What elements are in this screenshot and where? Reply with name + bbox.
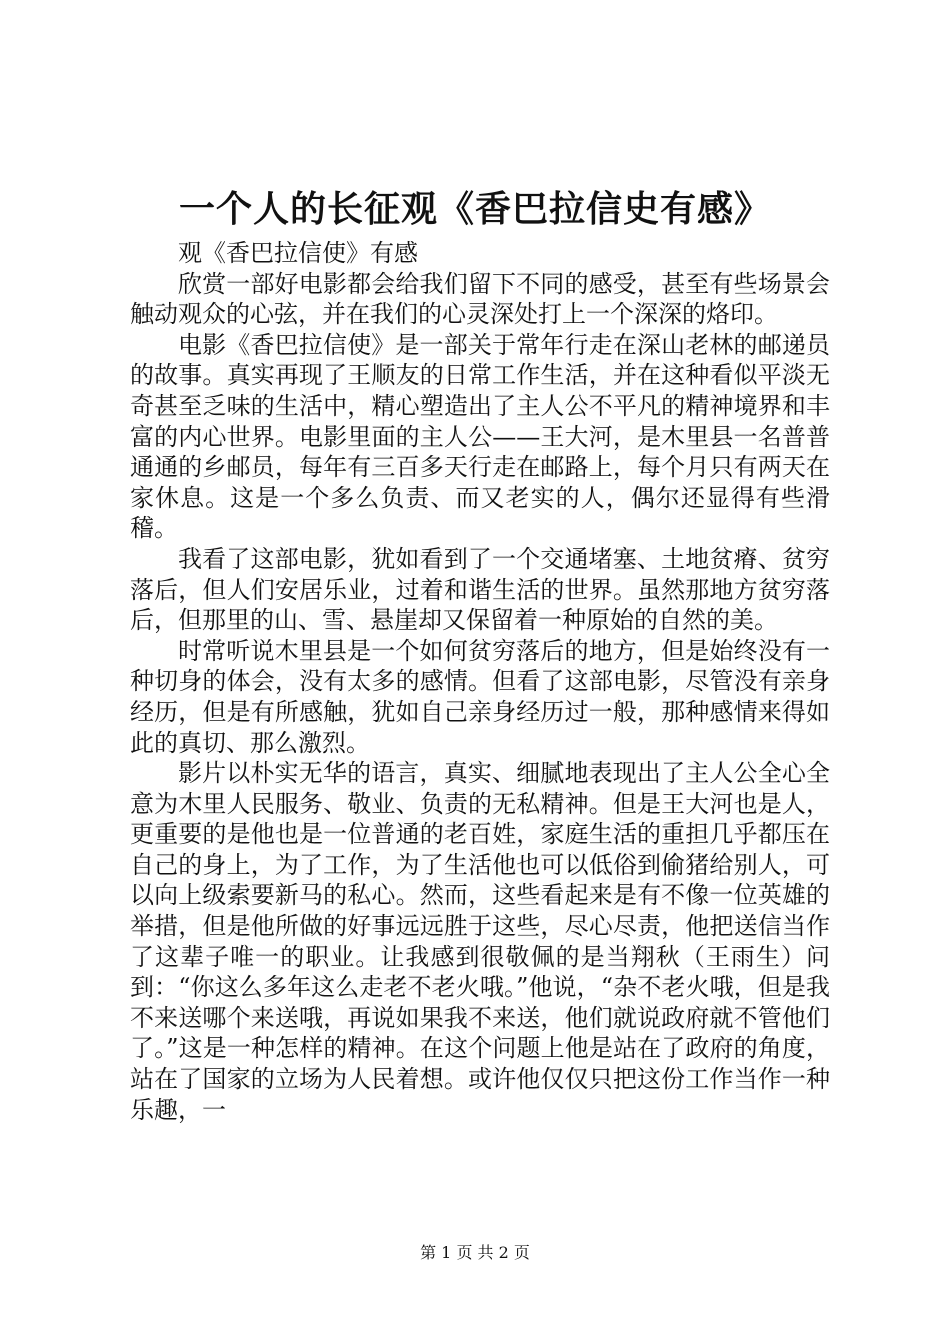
document-title: 一个人的长征观《香巴拉信史有感》 [178,188,771,230]
paragraph: 我看了这部电影，犹如看到了一个交通堵塞、土地贫瘠、贫穷落后，但人们安居乐业，过着和谐生活的世界。虽然那地方贫穷落后，但那里的山、雪、悬崖却又保留着一种原始的自然的美。 [130,544,830,635]
page-number-footer: 第 1 页 共 2 页 [420,1243,530,1262]
paragraph: 欣赏一部好电影都会给我们留下不同的感受，甚至有些场景会触动观众的心弦，并在我们的心灵深处打上一个深深的烙印。 [130,269,830,329]
paragraph: 影片以朴实无华的语言，真实、细腻地表现出了主人公全心全意为木里人民服务、敬业、负责的无私精神。但是王大河也是人，更重要的是他也是一位普通的老百姓，家庭生活的重担几乎都压在自己的身上，为了工作，为了生活他也可以低俗到偷猪给别人，可以向上级索要新马的私心。然而，这些看起来是有不像一位英雄的举措，但是他所做的好事远远胜于这些，尽心尽责，他把送信当作了这辈子唯一的职业。让我感到很敬佩的是当翔秋（王雨生）问到：“你这么多年这么走老不老火哦。”他说，“杂不老火哦，但是我不来送哪个来送哦，再说如果我不来送，他们就说政府就不管他们了。”这是一种怎样的精神。在这个问题上他是站在了政府的角度，站在了国家的立场为人民着想。或许他仅仅只把这份工作当作一种乐趣，一 [130,759,830,1124]
paragraph-subtitle: 观《香巴拉信使》有感 [178,239,418,267]
paragraph: 电影《香巴拉信使》是一部关于常年行走在深山老林的邮递员的故事。真实再现了王顺友的日常工作生活，并在这种看似平淡无奇甚至乏味的生活中，精心塑造出了主人公不平凡的精神境界和丰富的内心世界。电影里面的主人公——王大河，是木里县一名普普通通的乡邮员，每年有三百多天行走在邮路上，每个月只有两天在家休息。这是一个多么负责、而又老实的人，偶尔还显得有些滑稽。 [130,330,830,543]
document-body [130,238,830,1125]
paragraph: 时常听说木里县是一个如何贫穷落后的地方，但是始终没有一种切身的体会，没有太多的感情。但看了这部电影，尽管没有亲身经历，但是有所感触，犹如自己亲身经历过一般，那种感情来得如此的真切、那么激烈。 [130,636,830,757]
